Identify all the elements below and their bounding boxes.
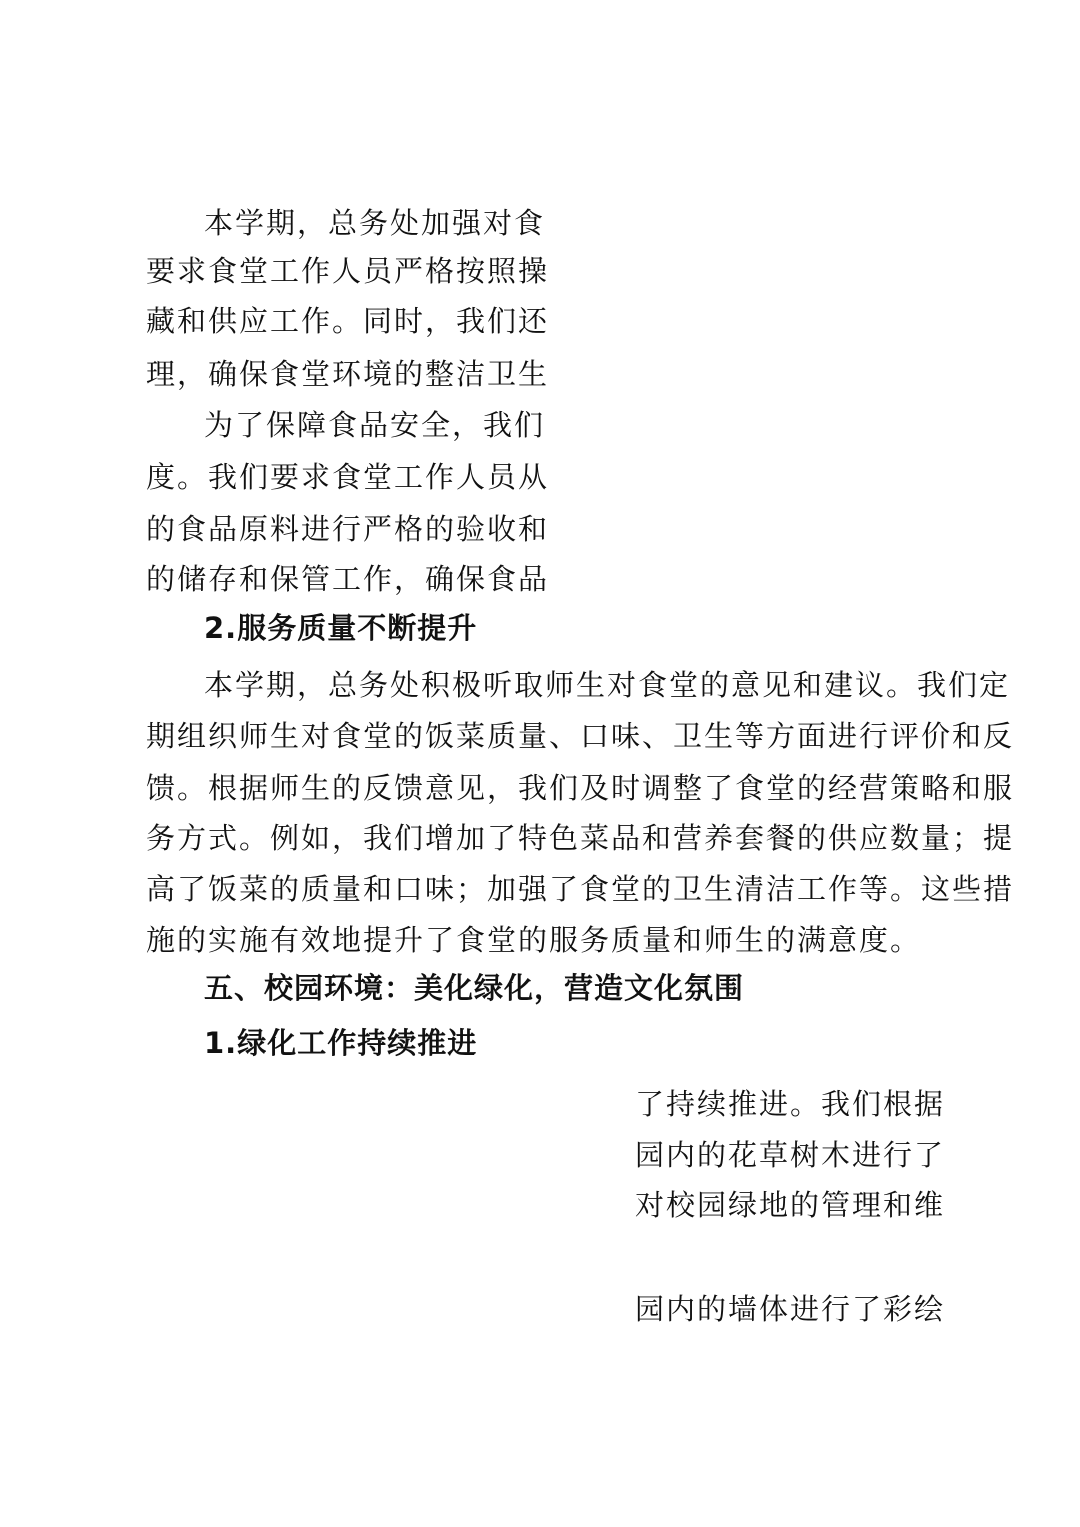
fragment-bottom-line-3: 对校园绿地的管理和维: [634, 1188, 945, 1222]
service-paragraph-line-2: 期组织师生对食堂的饭菜质量、口味、卫生等方面进行评价和反: [146, 719, 1015, 753]
heading-service-quality: 2.服务质量不断提升: [204, 611, 478, 645]
fragment-top-line-6: 度。我们要求食堂工作人员从: [146, 460, 550, 494]
heading-greening: 1.绿化工作持续推进: [204, 1026, 478, 1060]
fragment-top-line-2: 要求食堂工作人员严格按照操: [146, 254, 550, 288]
section-five-heading: 五、校园环境：美化绿化，营造文化氛围: [204, 971, 745, 1005]
service-paragraph-line-3: 馈。根据师生的反馈意见，我们及时调整了食堂的经营策略和服: [146, 771, 1015, 805]
service-paragraph-line-4: 务方式。例如，我们增加了特色菜品和营养套餐的供应数量；提: [146, 821, 1015, 855]
fragment-top-line-4: 理，确保食堂环境的整洁卫生: [146, 357, 550, 391]
service-paragraph-line-5: 高了饭菜的质量和口味；加强了食堂的卫生清洁工作等。这些措: [146, 872, 1015, 906]
fragment-bottom-line-4: 园内的墙体进行了彩绘: [634, 1292, 945, 1326]
service-paragraph-line-1: 本学期，总务处积极听取师生对食堂的意见和建议。我们定: [204, 668, 1011, 702]
fragment-top-line-5: 为了保障食品安全，我们: [204, 408, 546, 442]
fragment-top-line-8: 的储存和保管工作，确保食品: [146, 562, 550, 596]
fragment-bottom-line-2: 园内的花草树木进行了: [634, 1138, 945, 1172]
fragment-top-line-7: 的食品原料进行严格的验收和: [146, 512, 550, 546]
fragment-top-line-1: 本学期，总务处加强对食: [204, 206, 546, 240]
service-paragraph-line-6: 施的实施有效地提升了食堂的服务质量和师生的满意度。: [146, 923, 922, 957]
fragment-bottom-line-1: 了持续推进。我们根据: [634, 1087, 945, 1121]
fragment-top-line-3: 藏和供应工作。同时，我们还: [146, 304, 550, 338]
